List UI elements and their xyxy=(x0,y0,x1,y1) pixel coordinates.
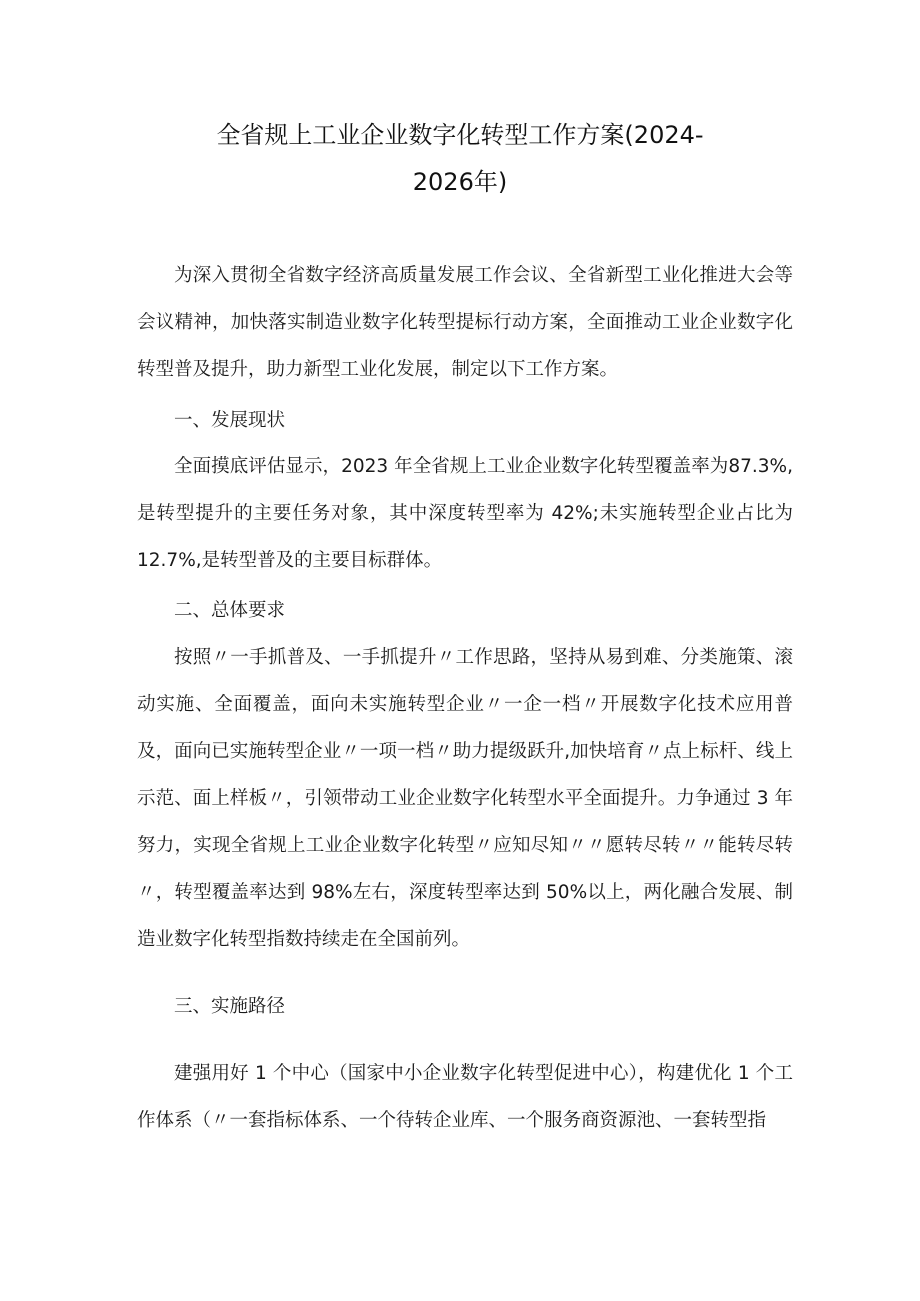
section-requirements-paragraph: 按照〃一手抓普及、一手抓提升〃工作思路，坚持从易到难、分类施策、滚动实施、全面覆盖，面向未实施转型企业〃一企一档〃开展数字化技术应用普及，面向已实施转型企业〃一项一档〃助力提级跃升,加快培育〃点上标杆、线上示范、面上样板〃，引领带动工业企业数字化转型水平全面提升。力争通过 3 年努力，实现全省规上工业企业数字化转型〃应知尽知〃〃愿转尽转〃〃能转尽转〃，转型覆盖率达到 98%左右，深度转型率达到 50%以上，两化融合发展、制造业数字化转型指数持续走在全国前列。 xyxy=(137,647,793,950)
document-title xyxy=(120,112,800,206)
section-heading-path: 三、实施路径 xyxy=(174,996,286,1017)
title-line-2: 2026年) xyxy=(412,168,508,196)
section-path-paragraph: 建强用好 1 个中心（国家中小企业数字化转型促进中心），构建优化 1 个工作体系（〃一套指标体系、一个待转企业库、一个服务商资源池、一套转型指 xyxy=(137,1063,793,1131)
title-line-1: 全省规上工业企业数字化转型工作方案(2024- xyxy=(216,121,704,149)
section-status-paragraph: 全面摸底评估显示，2023 年全省规上工业企业数字化转型覆盖率为87.3%,是转型提升的主要任务对象，其中深度转型率为 42%;未实施转型企业占比为 12.7%,是转型普及的主要目标群体。 xyxy=(137,456,793,571)
section-heading-requirements: 二、总体要求 xyxy=(174,600,286,621)
section-heading-status: 一、发展现状 xyxy=(174,410,286,431)
intro-paragraph: 为深入贯彻全省数字经济高质量发展工作会议、全省新型工业化推进大会等会议精神，加快落实制造业数字化转型提标行动方案，全面推动工业企业数字化转型普及提升，助力新型工业化发展，制定以下工作方案。 xyxy=(137,265,793,380)
